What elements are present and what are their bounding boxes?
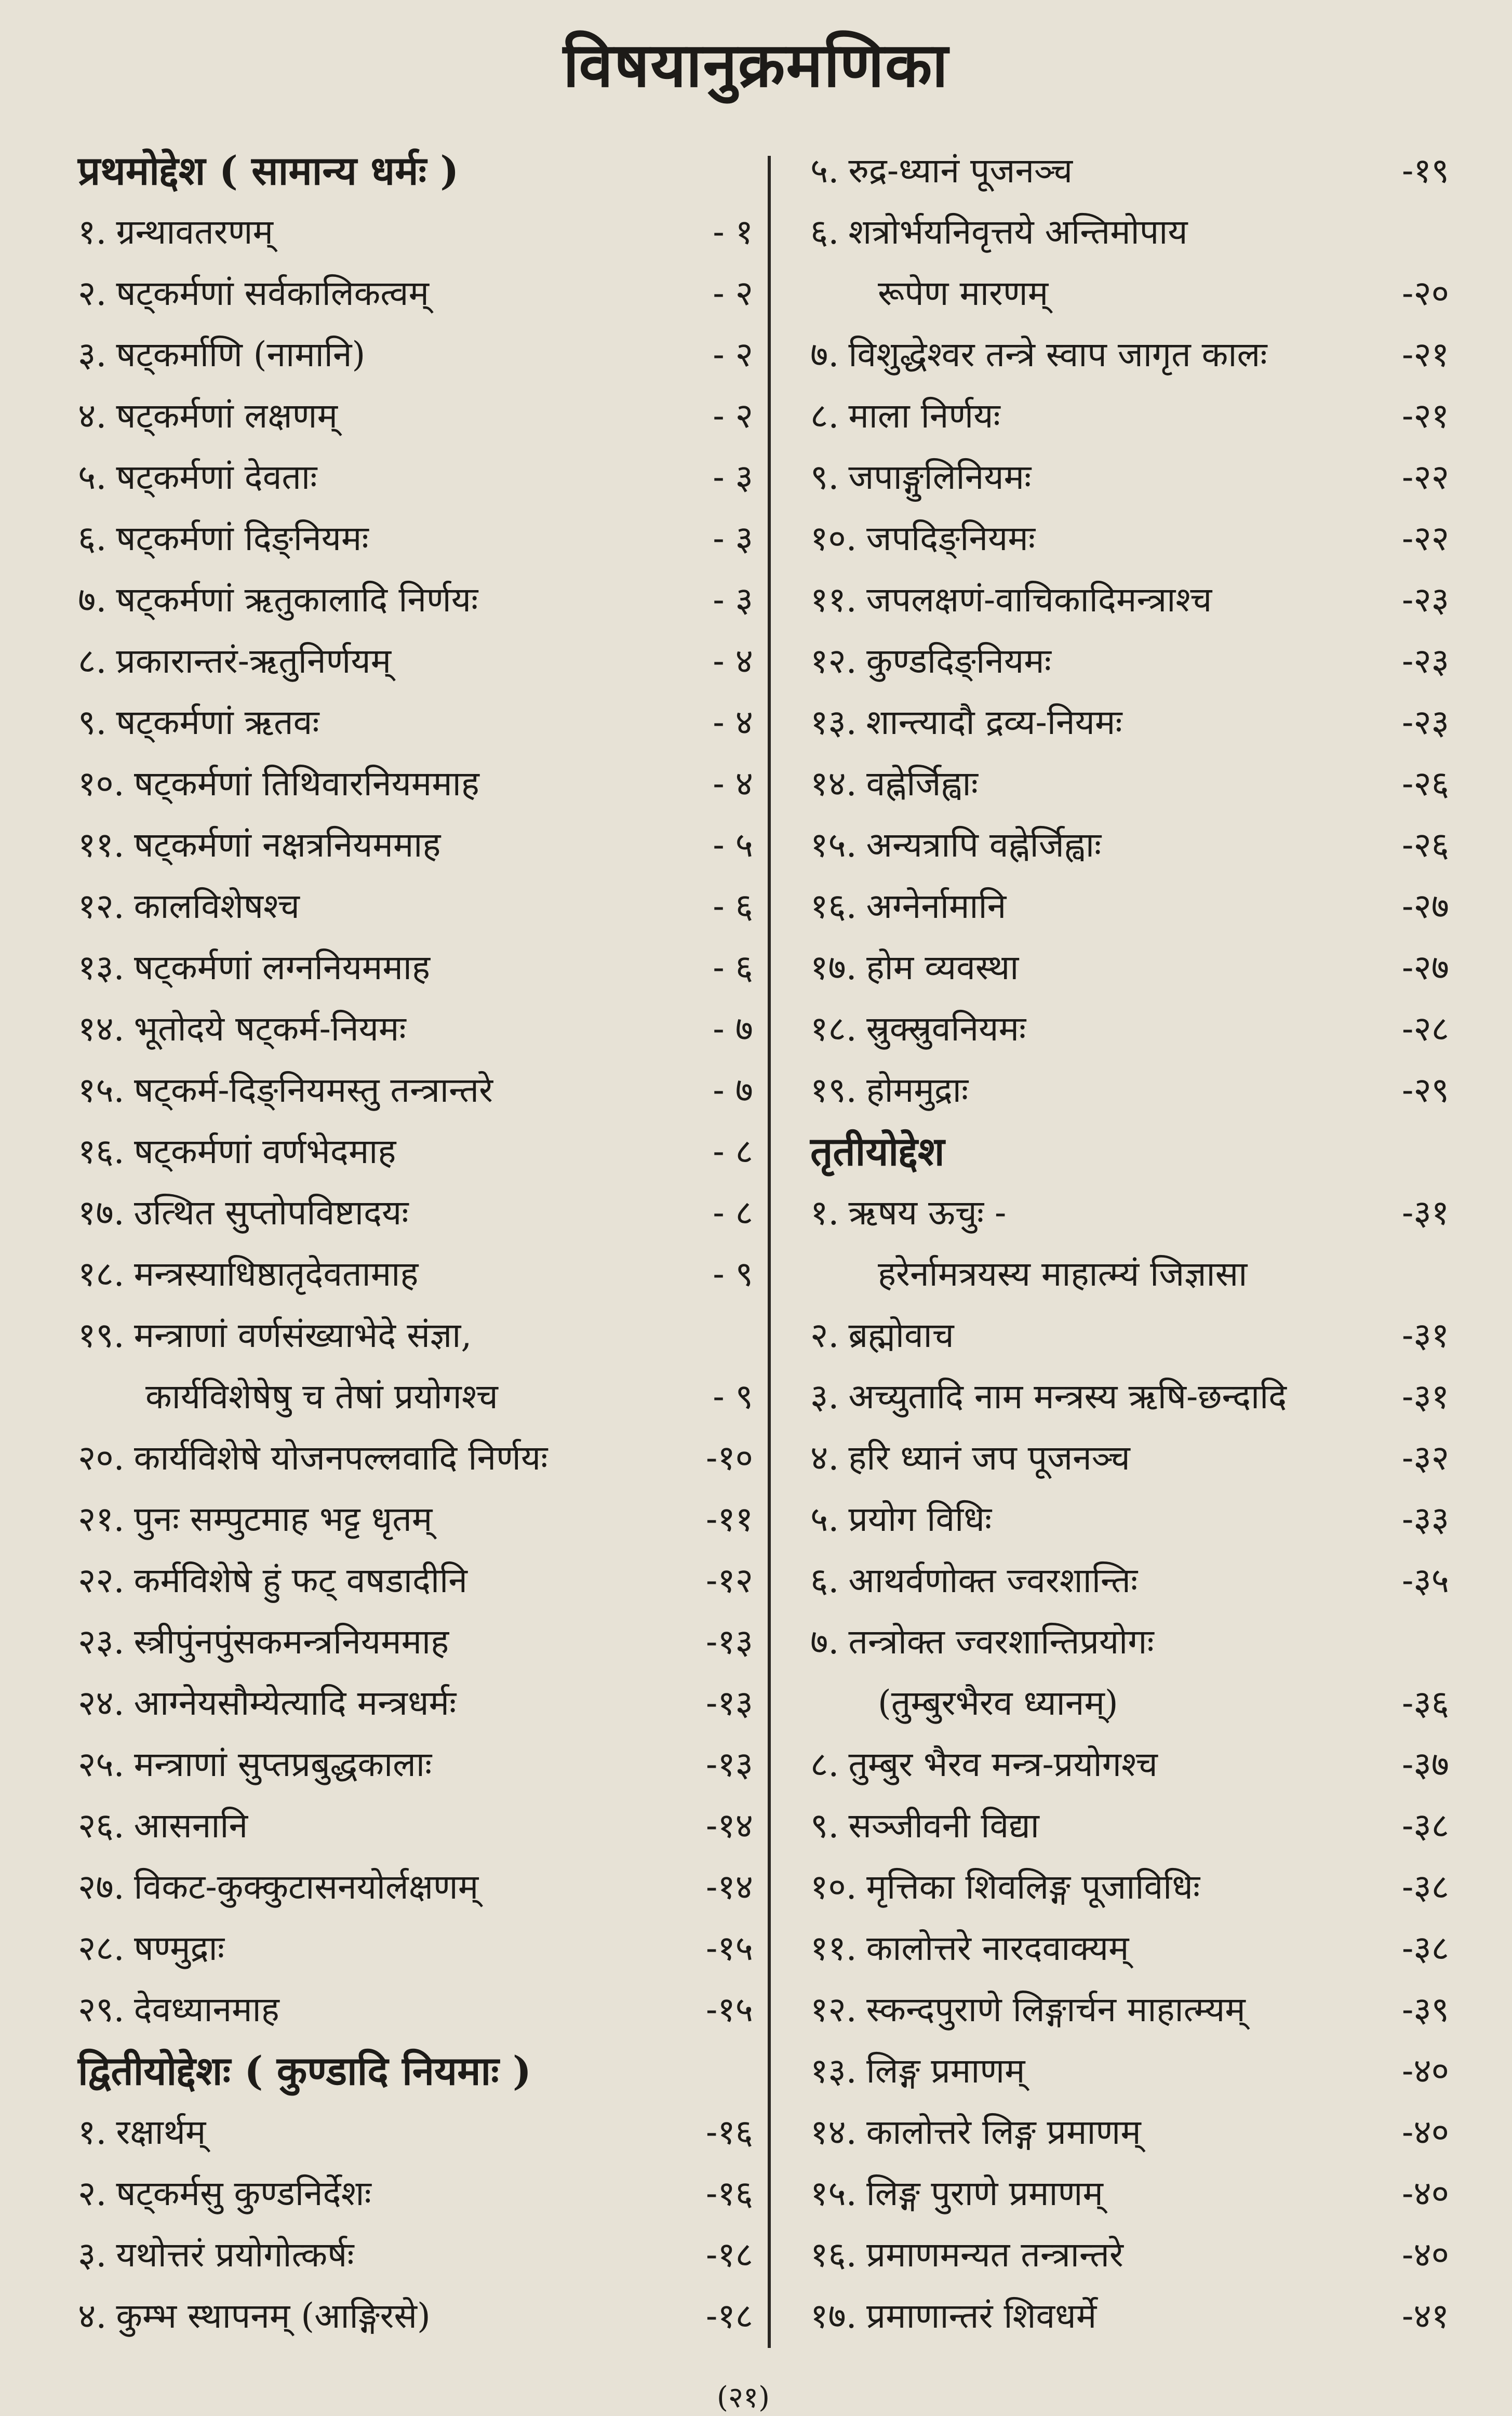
entry-page-number: -१५	[706, 1990, 753, 2030]
column-divider	[768, 156, 771, 2348]
entry-number: ९.	[78, 702, 107, 742]
entry-page-number: -१४	[706, 1867, 753, 1907]
entry-number: १०.	[810, 518, 857, 558]
toc-entry	[78, 1427, 753, 1489]
entry-title: शत्रोर्भयनिवृत्तये अन्तिमोपाय	[848, 212, 1188, 252]
toc-entry	[810, 2040, 1449, 2102]
entry-title: तन्त्रोक्त ज्वरशान्तिप्रयोगः	[848, 1622, 1154, 1662]
entry-number: ८.	[78, 641, 107, 681]
toc-entry	[810, 508, 1449, 569]
entry-title: जपाङ्गुलिनियमः	[848, 457, 1032, 497]
entry-page-number: - ३	[713, 457, 753, 497]
entry-number: २०.	[78, 1438, 125, 1478]
entry-number: १०.	[78, 764, 125, 804]
entry-number: २८.	[78, 1928, 125, 1968]
entry-number: २६.	[78, 1806, 125, 1846]
entry-page-number: -४०	[1402, 2112, 1449, 2152]
entry-page-number: - २	[713, 273, 753, 313]
toc-entry	[78, 1673, 753, 1734]
entry-page-number: -२०	[1402, 273, 1449, 313]
entry-title: स्रुक्स्रुवनियमः	[866, 1009, 1026, 1049]
toc-entry	[78, 508, 753, 569]
entry-page-number: - ७	[713, 1009, 753, 1049]
toc-entry	[78, 263, 753, 324]
entry-page-number: -२८	[1402, 1009, 1449, 1049]
entry-number: २.	[810, 1315, 839, 1355]
toc-entry	[78, 1182, 753, 1244]
left-column	[78, 140, 753, 2347]
entry-title: आग्नेयसौम्येत्यादि मन्त्रधर्मः	[133, 1683, 457, 1723]
entry-title: षट्कर्मणां लक्षणम्	[116, 396, 338, 436]
entry-number: २३.	[78, 1622, 125, 1662]
entry-title: प्रमाणान्तरं शिवधर्मे	[866, 2296, 1097, 2336]
toc-entry	[78, 631, 753, 692]
entry-title: जपलक्षणं-वाचिकादिमन्त्राश्च	[866, 580, 1212, 620]
entry-page-number: - ७	[713, 1070, 753, 1110]
toc-entry	[78, 1305, 753, 1366]
entry-page-number: -१३	[706, 1683, 753, 1723]
entry-number: ६.	[810, 1560, 839, 1600]
toc-entry	[810, 1611, 1449, 1673]
entry-number: १२.	[810, 641, 857, 681]
entry-number: २५.	[78, 1744, 125, 1784]
entry-title: ग्रन्थावतरणम्	[116, 212, 273, 252]
entry-page-number: -१९	[1402, 151, 1449, 191]
entry-title: आसनानि	[133, 1806, 248, 1846]
entry-page-number: -२१	[1402, 396, 1449, 436]
toc-entry	[810, 1489, 1449, 1550]
toc-entry	[78, 692, 753, 753]
toc-entry	[810, 2163, 1449, 2224]
entry-title: रूपेण मारणम्	[878, 273, 1049, 313]
toc-entry	[810, 1795, 1449, 1857]
entry-number: ६.	[810, 212, 839, 252]
entry-title: रक्षार्थम्	[116, 2112, 206, 2152]
entry-page-number: -३९	[1402, 1990, 1449, 2030]
entry-title: प्रकारान्तरं-ऋतुनिर्णयम्	[116, 641, 392, 681]
entry-title: षट्कर्मणां नक्षत्रनियममाह	[133, 825, 441, 865]
toc-entry	[810, 1550, 1449, 1611]
entry-title: आथर्वणोक्त ज्वरशान्तिः	[848, 1560, 1138, 1600]
entry-number: ८.	[810, 1744, 839, 1784]
entry-page-number: - ६	[713, 886, 753, 926]
entry-number: २.	[78, 2173, 107, 2213]
entry-title: लिङ्ग प्रमाणम्	[866, 2051, 1025, 2091]
entry-number: ११.	[78, 825, 125, 865]
entry-page-number: -१५	[706, 1928, 753, 1968]
toc-entry	[810, 447, 1449, 508]
entry-page-number: -३३	[1402, 1499, 1449, 1539]
toc-entry	[78, 1550, 753, 1611]
entry-title: पुनः सम्पुटमाह भट्ट धृतम्	[133, 1499, 433, 1539]
section-heading: प्रथमोद्देश ( सामान्य धर्मः )	[78, 148, 459, 194]
entry-number: १७.	[78, 1193, 125, 1233]
entry-title: मन्त्राणां सुप्तप्रबुद्धकालाः	[133, 1744, 432, 1784]
entry-title: कार्यविशेषे योजनपल्लवादि निर्णयः	[133, 1438, 548, 1478]
entry-number: १५.	[78, 1070, 125, 1110]
entry-page-number: -२३	[1402, 702, 1449, 742]
toc-entry	[810, 202, 1449, 263]
entry-page-number: -१६	[706, 2173, 753, 2213]
entry-number: ७.	[78, 580, 107, 620]
entry-page-number: -४१	[1402, 2296, 1449, 2336]
entry-page-number: -३८	[1402, 1806, 1449, 1846]
entry-number: १.	[810, 1193, 839, 1233]
entry-number: ७.	[810, 335, 839, 375]
entry-title: षट्कर्मसु कुण्डनिर्देशः	[116, 2173, 371, 2213]
entry-title: षट्कर्मणां लग्ननियममाह	[133, 947, 430, 987]
entry-number: १७.	[810, 2296, 857, 2336]
entry-title: होममुद्राः	[866, 1070, 969, 1110]
entry-title: षट्कर्मणां सर्वकालिकत्वम्	[116, 273, 429, 313]
entry-number: ९.	[810, 1806, 839, 1846]
entry-page-number: -३६	[1402, 1683, 1449, 1723]
entry-page-number: - ९	[713, 1377, 753, 1417]
toc-entry	[78, 937, 753, 998]
entry-number: १०.	[810, 1867, 857, 1907]
entry-page-number: -२७	[1402, 886, 1449, 926]
toc-entry	[810, 876, 1449, 937]
entry-number: २७.	[78, 1867, 125, 1907]
entry-title: अन्यत्रापि वह्नेर्जिह्वाः	[866, 825, 1102, 865]
entry-page-number: -३८	[1402, 1867, 1449, 1907]
toc-entry	[78, 2286, 753, 2347]
entry-page-number: -२६	[1402, 764, 1449, 804]
entry-number: २.	[78, 273, 107, 313]
page-number: (२१)	[717, 2381, 770, 2414]
toc-entry	[78, 1611, 753, 1673]
entry-number: १३.	[810, 2051, 857, 2091]
entry-number: २२.	[78, 1560, 125, 1600]
entry-number: १.	[78, 2112, 107, 2152]
entry-number: १२.	[78, 886, 125, 926]
entry-title: षण्मुद्राः	[133, 1928, 225, 1968]
entry-page-number: -४०	[1402, 2235, 1449, 2275]
entry-title: माला निर्णयः	[848, 396, 1000, 436]
toc-entry	[810, 2224, 1449, 2286]
toc-entry-continuation	[810, 1673, 1449, 1734]
toc-entry	[810, 692, 1449, 753]
entry-page-number: - ३	[713, 518, 753, 558]
entry-page-number: -२३	[1402, 641, 1449, 681]
entry-page-number: - १	[713, 212, 753, 252]
entry-page-number: - ४	[713, 764, 753, 804]
entry-title: मृत्तिका शिवलिङ्ग पूजाविधिः	[866, 1867, 1200, 1907]
entry-page-number: -१६	[706, 2112, 753, 2152]
toc-entry	[78, 2224, 753, 2286]
toc-entry	[810, 324, 1449, 385]
entry-title: जपदिङ्नियमः	[866, 518, 1036, 558]
entry-title: कालविशेषश्च	[133, 886, 300, 926]
entry-page-number: -२३	[1402, 580, 1449, 620]
entry-page-number: -२९	[1402, 1070, 1449, 1110]
entry-number: १९.	[78, 1315, 125, 1355]
toc-entry	[810, 2286, 1449, 2347]
toc-entry	[78, 2102, 753, 2163]
toc-entry	[810, 140, 1449, 202]
entry-page-number: -१२	[706, 1560, 753, 1600]
entry-number: ५.	[810, 151, 839, 191]
entry-number: १५.	[810, 825, 857, 865]
entry-page-number: - ४	[713, 702, 753, 742]
entry-page-number: -३१	[1402, 1377, 1449, 1417]
entry-number: १३.	[78, 947, 125, 987]
entry-page-number: -२२	[1402, 518, 1449, 558]
toc-entry	[78, 876, 753, 937]
entry-title: (तुम्बुरभैरव ध्यानम्)	[878, 1683, 1118, 1723]
entry-number: २१.	[78, 1499, 125, 1539]
entry-page-number: -१४	[706, 1806, 753, 1846]
entry-title: षट्कर्मणां देवताः	[116, 457, 317, 497]
entry-page-number: -३८	[1402, 1928, 1449, 1968]
entry-number: १६.	[810, 886, 857, 926]
toc-entry	[78, 1244, 753, 1305]
toc-entry	[78, 815, 753, 876]
entry-title: देवध्यानमाह	[133, 1990, 279, 2030]
entry-title: हरेर्नामत्रयस्य माहात्म्यं जिज्ञासा	[878, 1254, 1248, 1294]
entry-title: अच्युतादि नाम मन्त्रस्य ऋषि-छन्दादि	[848, 1377, 1287, 1417]
entry-page-number: -३२	[1402, 1438, 1449, 1478]
entry-number: ३.	[78, 335, 107, 375]
entry-title: लिङ्ग पुराणे प्रमाणम्	[866, 2173, 1103, 2213]
entry-page-number: - ८	[713, 1193, 753, 1233]
entry-page-number: -१३	[706, 1744, 753, 1784]
entry-number: १८.	[78, 1254, 125, 1294]
toc-entry	[810, 1857, 1449, 1918]
entry-number: २९.	[78, 1990, 125, 2030]
entry-number: ३.	[810, 1377, 839, 1417]
toc-entry	[78, 1734, 753, 1795]
entry-title: स्कन्दपुराणे लिङ्गार्चन माहात्म्यम्	[866, 1990, 1246, 2030]
toc-entry	[78, 2163, 753, 2224]
entry-number: १७.	[810, 947, 857, 987]
entry-page-number: -४०	[1402, 2051, 1449, 2091]
entry-number: ४.	[78, 2296, 107, 2336]
entry-number: १४.	[810, 2112, 857, 2152]
entry-title: कर्मविशेषे हुं फट् वषडादीनि	[133, 1560, 467, 1600]
entry-title: विकट-कुक्कुटासनयोर्लक्षणम्	[133, 1867, 479, 1907]
toc-entry	[810, 385, 1449, 447]
entry-title: कार्यविशेषेषु च तेषां प्रयोगश्च	[145, 1377, 498, 1417]
entry-title: वह्नेर्जिह्वाः	[866, 764, 978, 804]
entry-number: ९.	[810, 457, 839, 497]
toc-entry	[78, 1918, 753, 1979]
entry-title: रुद्र-ध्यानं पूजनञ्च	[848, 151, 1073, 191]
entry-title: षट्कर्मणां तिथिवारनियममाह	[133, 764, 479, 804]
entry-number: ५.	[78, 457, 107, 497]
entry-page-number: -१०	[706, 1438, 753, 1478]
entry-title: मन्त्राणां वर्णसंख्याभेदे संज्ञा,	[133, 1315, 472, 1355]
toc-entry	[810, 631, 1449, 692]
entry-number: १३.	[810, 702, 857, 742]
entry-page-number: -२२	[1402, 457, 1449, 497]
entry-title: उत्थित सुप्तोपविष्टादयः	[133, 1193, 409, 1233]
entry-title: ब्रह्मोवाच	[848, 1315, 954, 1355]
entry-number: ११.	[810, 580, 857, 620]
entry-number: १५.	[810, 2173, 857, 2213]
entry-page-number: -३१	[1402, 1315, 1449, 1355]
entry-title: शान्त्यादौ द्रव्य-नियमः	[866, 702, 1122, 742]
entry-title: मन्त्रस्याधिष्ठातृदेवतामाह	[133, 1254, 419, 1294]
entry-page-number: - ८	[713, 1131, 753, 1171]
toc-entry	[810, 1182, 1449, 1244]
entry-title: षट्कर्माणि (नामानि)	[116, 335, 366, 375]
entry-number: ५.	[810, 1499, 839, 1539]
entry-number: ३.	[78, 2235, 107, 2275]
entry-title: ऋषय ऊचुः -	[848, 1193, 1007, 1233]
toc-entry	[78, 1489, 753, 1550]
entry-title: कुम्भ स्थापनम् (आङ्गिरसे)	[116, 2296, 431, 2336]
entry-page-number: -३५	[1402, 1560, 1449, 1600]
toc-entry	[78, 202, 753, 263]
entry-title: षट्कर्मणां वर्णभेदमाह	[133, 1131, 396, 1171]
entry-page-number: -११	[706, 1499, 753, 1539]
toc-entry	[810, 1918, 1449, 1979]
entry-title: प्रमाणमन्यत तन्त्रान्तरे	[866, 2235, 1123, 2275]
toc-entry	[810, 2102, 1449, 2163]
entry-title: षट्कर्मणां ऋतुकालादि निर्णयः	[116, 580, 478, 620]
entry-page-number: -१८	[706, 2296, 753, 2336]
entry-page-number: - ६	[713, 947, 753, 987]
entry-number: ८.	[810, 396, 839, 436]
entry-number: २४.	[78, 1683, 125, 1723]
toc-entry	[810, 1366, 1449, 1427]
entry-page-number: - २	[713, 396, 753, 436]
entry-number: १८.	[810, 1009, 857, 1049]
entry-page-number: -१३	[706, 1622, 753, 1662]
toc-entry	[810, 1979, 1449, 2040]
toc-entry	[810, 1060, 1449, 1121]
entry-title: तुम्बुर भैरव मन्त्र-प्रयोगश्च	[848, 1744, 1158, 1784]
toc-entry	[78, 753, 753, 815]
toc-entry	[78, 324, 753, 385]
entry-page-number: - ५	[713, 825, 753, 865]
entry-number: ११.	[810, 1928, 857, 1968]
entry-title: अग्नेर्नामानि	[866, 886, 1007, 926]
entry-number: १४.	[78, 1009, 125, 1049]
entry-title: प्रयोग विधिः	[848, 1499, 992, 1539]
toc-entry	[78, 1121, 753, 1182]
toc-entry	[810, 753, 1449, 815]
toc-entry	[78, 447, 753, 508]
entry-number: ४.	[810, 1438, 839, 1478]
section-heading: द्वितीयोद्देशः ( कुण्डादि नियमाः )	[78, 2048, 532, 2094]
toc-entry	[810, 1427, 1449, 1489]
entry-page-number: -२६	[1402, 825, 1449, 865]
entry-title: षट्कर्मणां दिङ्नियमः	[116, 518, 369, 558]
toc-entry	[810, 1734, 1449, 1795]
toc-entry-continuation	[78, 1366, 753, 1427]
toc-entry-continuation	[810, 263, 1449, 324]
entry-title: यथोत्तरं प्रयोगोत्कर्षः	[116, 2235, 354, 2275]
entry-title: कालोत्तरे लिङ्ग प्रमाणम्	[866, 2112, 1141, 2152]
entry-title: भूतोदये षट्कर्म-नियमः	[133, 1009, 406, 1049]
right-column	[810, 140, 1449, 2347]
entry-page-number: -२१	[1402, 335, 1449, 375]
entry-page-number: -४०	[1402, 2173, 1449, 2213]
toc-entry	[810, 569, 1449, 631]
entry-page-number: - ९	[713, 1254, 753, 1294]
entry-number: ७.	[810, 1622, 839, 1662]
entry-title: कालोत्तरे नारदवाक्यम्	[866, 1928, 1129, 1968]
toc-entry	[78, 1857, 753, 1918]
toc-entry	[78, 998, 753, 1060]
entry-number: १.	[78, 212, 107, 252]
entry-number: १६.	[78, 1131, 125, 1171]
entry-title: सञ्जीवनी विद्या	[848, 1806, 1039, 1846]
entry-title: हरि ध्यानं जप पूजनञ्च	[848, 1438, 1130, 1478]
entry-title: विशुद्धेश्वर तन्त्रे स्वाप जागृत कालः	[848, 335, 1267, 375]
toc-entry	[810, 998, 1449, 1060]
toc-entry	[810, 815, 1449, 876]
section-heading: तृतीयोद्देश	[810, 1128, 945, 1174]
entry-title: षट्कर्म-दिङ्नियमस्तु तन्त्रान्तरे	[133, 1070, 493, 1110]
toc-entry-continuation	[810, 1244, 1449, 1305]
toc-entry	[78, 385, 753, 447]
entry-page-number: - २	[713, 335, 753, 375]
entry-number: १९.	[810, 1070, 857, 1110]
toc-entry	[78, 569, 753, 631]
entry-number: ४.	[78, 396, 107, 436]
entry-number: १२.	[810, 1990, 857, 2030]
entry-page-number: - ३	[713, 580, 753, 620]
entry-number: १६.	[810, 2235, 857, 2275]
entry-number: ६.	[78, 518, 107, 558]
toc-entry	[810, 937, 1449, 998]
entry-page-number: - ४	[713, 641, 753, 681]
entry-page-number: -२७	[1402, 947, 1449, 987]
entry-number: १४.	[810, 764, 857, 804]
toc-entry	[78, 1795, 753, 1857]
entry-title: स्त्रीपुंनपुंसकमन्त्रनियममाह	[133, 1622, 449, 1662]
entry-title: होम व्यवस्था	[866, 947, 1019, 987]
entry-page-number: -१८	[706, 2235, 753, 2275]
entry-page-number: -३७	[1402, 1744, 1449, 1784]
toc-entry	[78, 1060, 753, 1121]
entry-title: षट्कर्मणां ऋतवः	[116, 702, 319, 742]
toc-entry	[810, 1305, 1449, 1366]
entry-page-number: -३१	[1402, 1193, 1449, 1233]
page-title: विषयानुक्रमणिका	[563, 29, 949, 101]
toc-entry	[78, 1979, 753, 2040]
entry-title: कुण्डदिङ्नियमः	[866, 641, 1051, 681]
